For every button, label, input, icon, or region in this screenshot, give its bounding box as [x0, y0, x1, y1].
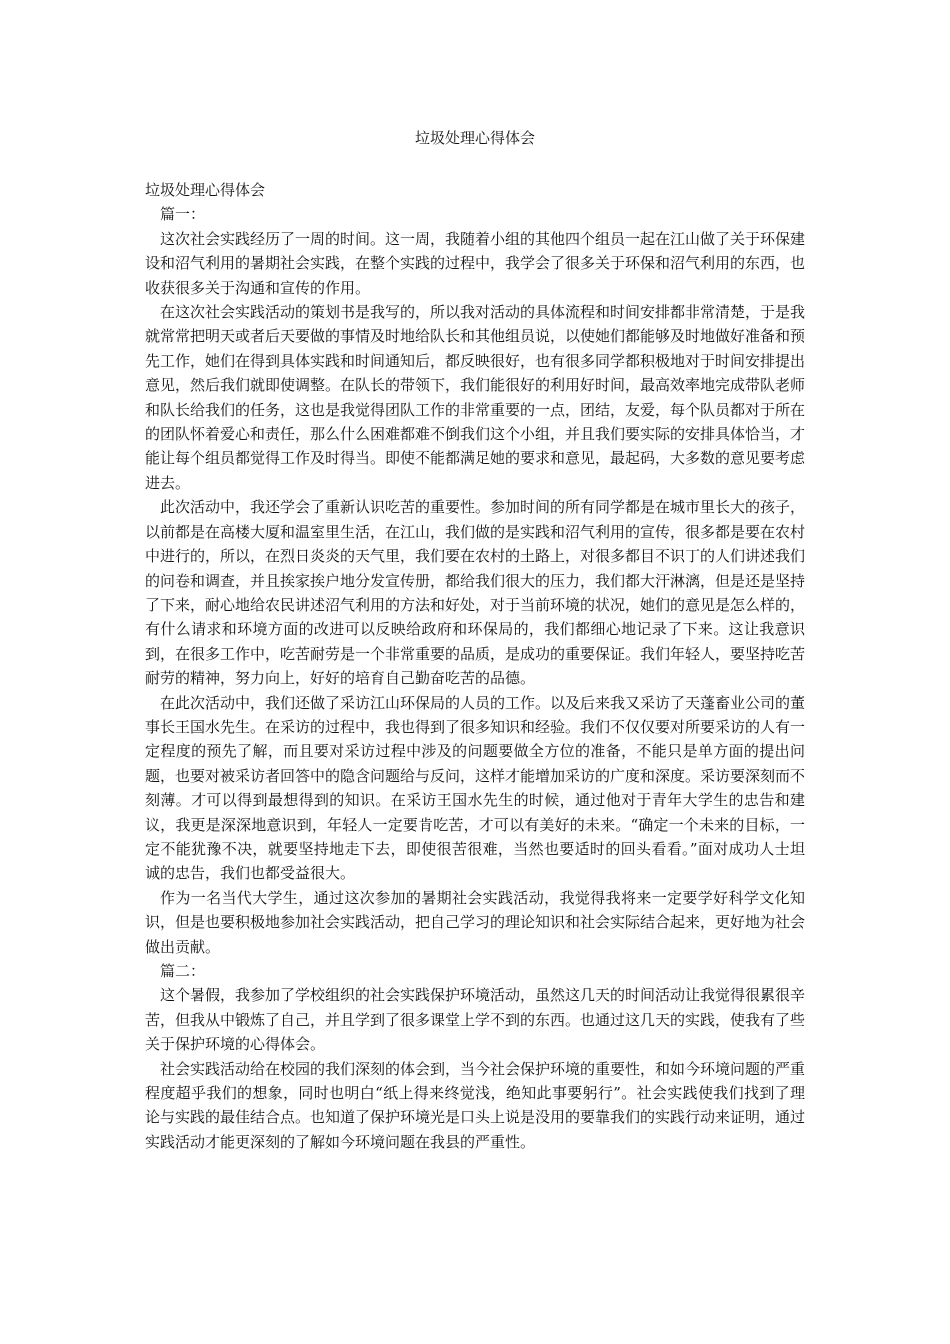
section-label-1: 篇一：	[160, 205, 206, 224]
paragraph: 在这次社会实践活动的策划书是我写的，所以我对活动的具体流程和时间安排都非常清楚，于是我就常常把明天或者后天要做的事情及时地给队长和其他组员说，以使她们都能够及时地做好准备和预先工作，她们在得到具体实践和时间通知后，都反映很好，也有很多同学都积极地对于时间安排提出意见，然后我们就即使调整。在队长的带领下，我们能很好的利用好时间，最高效率地完成带队老师和队长给我们的任务，这也是我觉得团队工作的非常重要的一点，团结，友爱，每个队员都对于所在的团队怀着爱心和责任，那么什么困难都难不倒我们这个小组，并且我们要实际的安排具体恰当，才能让每个组员都觉得工作及时得当。即使不能都满足她的要求和意见，最起码，大多数的意见要考虑进去。	[145, 303, 806, 492]
paragraph: 这个暑假，我参加了学校组织的社会实践保护环境活动，虽然这几天的时间活动让我觉得很累很辛苦，但我从中锻炼了自己，并且学到了很多课堂上学不到的东西。也通过这几天的实践，使我有了些关于保护环境的心得体会。	[145, 986, 806, 1054]
section-label-2: 篇二：	[160, 962, 206, 980]
paragraph: 此次活动中，我还学会了重新认识吃苦的重要性。参加时间的所有同学都是在城市里长大的孩子，以前都是在高楼大厦和温室里生活，在江山，我们做的是实践和沼气利用的宣传，很多都是要在农村中进行的，所以，在烈日炎炎的天气里，我们要在农村的土路上，对很多都目不识丁的人们讲述我们的问卷和调查，并且挨家挨户地分发宣传册，都给我们很大的压力，我们都大汗淋漓，但是还是坚持了下来，耐心地给农民讲述沼气利用的方法和好处，对于当前环境的状况，她们的意见是怎么样的，有什么请求和环境方面的改进可以反映给政府和环保局的，我们都细心地记录了下来。这让我意识到，在很多工作中，吃苦耐劳是一个非常重要的品质，是成功的重要保证。我们年轻人，要坚持吃苦耐劳的精神，努力向上，好好的培育自己勤奋吃苦的品德。	[145, 498, 806, 688]
paragraph: 在此次活动中，我们还做了采访江山环保局的人员的工作。以及后来我又采访了天蓬畜业公司的董事长王国水先生。在采访的过程中，我也得到了很多知识和经验。我们不仅仅要对所要采访的人有一定程度的预先了解，而且要对采访过程中涉及的问题要做全方位的准备，不能只是单方面的提出问题，也要对被采访者回答中的隐含问题给与反问，这样才能增加采访的广度和深度。采访要深刻而不刻薄。才可以得到最想得到的知识。在采访王国水先生的时候，通过他对于青年大学生的忠告和建议，我更是深深地意识到，年轻人一定要肯吃苦，才可以有美好的未来。“确定一个未来的目标，一定不能犹豫不决，就要坚持地走下去，即使很苦很难，当然也要适时的回头看看。”面对成功人士坦诚的忠告，我们也都受益很大。	[145, 693, 806, 883]
paragraph: 社会实践活动给在校园的我们深刻的体会到，当今社会保护环境的重要性，和如今环境问题的严重程度超乎我们的想象，同时也明白“纸上得来终觉浅，绝知此事要躬行”。社会实践使我们找到了理论与实践的最佳结合点。也知道了保护环境光是口头上说是没用的要靠我们的实践行动来证明，通过实践活动才能更深刻的了解如今环境问题在我县的严重性。	[145, 1059, 806, 1151]
document-subtitle: 垃圾处理心得体会	[145, 181, 266, 199]
paragraph: 作为一名当代大学生，通过这次参加的暑期社会实践活动，我觉得我将来一定要学好科学文化知识，但是也要积极地参加社会实践活动，把自己学习的理论知识和社会实际结合起来，更好地为社会做出贡献。	[145, 888, 806, 956]
document-body	[145, 178, 805, 1154]
document-title: 垃圾处理心得体会	[414, 129, 535, 147]
paragraph: 这次社会实践经历了一周的时间。这一周，我随着小组的其他四个组员一起在江山做了关于环保建设和沼气利用的暑期社会实践，在整个实践的过程中，我学会了很多关于环保和沼气利用的东西，也收获很多关于沟通和宣传的作用。	[145, 229, 806, 297]
